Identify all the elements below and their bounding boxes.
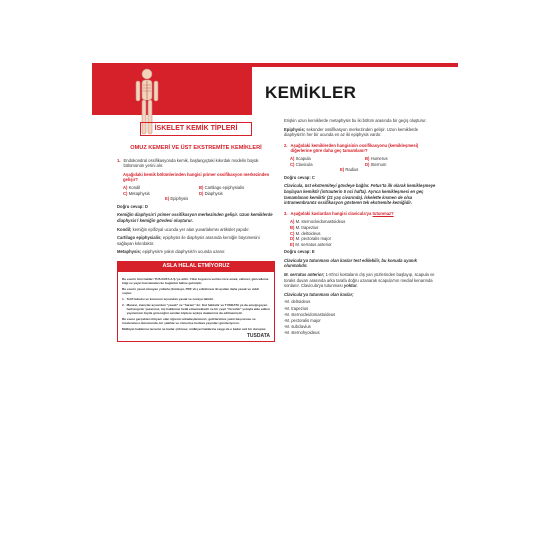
list-item: -M. sternocleidomastoideus	[284, 311, 336, 317]
options-list	[284, 156, 440, 173]
option-a[interactable]: A) M. sternocleidomastoideus	[290, 219, 346, 225]
notice-item-1: 1. Telif hukuku ve konunun açısından yasak ve cezaya tabidir.	[122, 296, 214, 301]
paragraph-metaphysis: Metaphysis; epiphysis'e yakın diaphysis'in ucunda uzanır.	[117, 249, 226, 255]
notice-body: Bu eserin tüm hakları TUS-DATA A.Ş.'ye aittir. Yıllar boyunca verilen nice emek, zahmet, güncelleme bilgi ve yayın harcamaları ile bugünkü haline gelmiştir. Bu eserin yasal olmayan yollarla (fotokopi, PDF vb.) edinilmesi iki açıdan daha yasak ve ciddi suçtur. 1. Telif hukuku ve konunun açısından yasak ve cezaya tabidir. 2. Manevi, inançlar açısından "yasak" ve "haram" dır. Kul hakkıdır ve TUSDATA ya da emeği geçen herhangi bir yazarımız, hiç hakkımızı helal etmemektedir ve bir çeşit "hırsızlık" yoluyla elde edilen yayınımızın fayda göreceğini sanılan kişilere açıkça dualarımız da edilmemiştir. Bu esere gerçekten ihtiyacı olan öğrenci arkadaşlarımızın; gelirlerimize yazılı başvurusu ve incelenmesi durumunda, bir şekilde ve cömertçe bedava yayınları gönderiyoruz. Mülkiyet haklarına tecavüz ne kadar çirkinse; mülkiyet haklarına saygı da o kadar asil bir duruştur. TUSDATA	[122, 276, 270, 339]
option-c[interactable]: C) M. deltoideus	[290, 230, 321, 236]
options-list	[284, 219, 440, 247]
answer: Doğru cevap: E	[284, 249, 315, 255]
list-item: -M. trapezius	[284, 305, 309, 311]
question-number: 2.	[284, 142, 288, 148]
explanation-paragraph: Clavicula'ya tutunması olan kaslar test edilebilir, bu konuda uyanık olunmalıdır.	[284, 257, 417, 269]
paragraph-cartilago: Cartilago epiphysialis; epiphysis ile diaphysis arasında kemiğin büyümesini sağlayan kıkırdaktır.	[117, 235, 260, 246]
question-text: Aşağıdaki kaslardan hangisi clavicula'ya tutunmaz?	[290, 210, 394, 216]
question-text: Aşağıdaki kemiklerden hangisinin ossifikasyonu (kemikleşmesi) diğerlerine göre daha geç tamamlanır?	[290, 142, 419, 154]
question-1	[117, 158, 275, 210]
question-number: 1.	[117, 157, 121, 163]
notice-item-2: 2. Manevi, inançlar açısından "yasak" ve "haram" dır. Kul hakkıdır ve TUSDATA ya da emeği geçen herhangi bir yazarımız, hiç hakkımızı helal etmemektedir ve bir çeşit "hırsızlık" yoluyla elde edilen yayınımızın fayda göreceğini sanılan kişilere açıkça dualarımız da edilmemiştir.	[122, 302, 270, 315]
notice-title: ASLA HELAL ETMİYORUZ	[118, 262, 274, 272]
explanation-paragraph: Kemiğin diaphysis'i primer ossifikasyon merkezinden gelişir. Uzun kemiklerde diaphysis'i kemiğin gövdesi oluşturur.	[117, 212, 273, 223]
options-list	[117, 185, 275, 202]
list-item: -M. sternohyoideus	[284, 330, 320, 336]
question-3	[284, 211, 440, 255]
option-e[interactable]: E) Radius	[340, 167, 359, 173]
page-header	[92, 63, 458, 115]
page-title: KEMİKLER	[265, 83, 357, 102]
option-d[interactable]: D) M. pectoralis major	[290, 236, 331, 242]
paragraph-kondil: Kondil; kemiğin epifizyal ucunda yer alan yuvarlakımsı artikület yapıdır.	[117, 226, 250, 232]
explanation-paragraph: Clavicula, üst ekstremiteyi gövdeye bağlar. Fetus'ta ilk olarak kemikleşmeye başlayan kemiktir (intrauterin 5 nci hafta). Ayrıca kemikleşmesi en geç tamamlanan kemiktir (21 yaş civarında). İskelette kısmen de olsa intramembranöz ossifikasyon gösteren tek ekstremite kemiğidir.	[284, 183, 436, 206]
left-column	[117, 122, 275, 342]
copyright-notice	[117, 261, 275, 342]
paragraph-intro: Erişkin uzun kemiklerde metaphysis bu iki bölüm arasında bir geçiş oluşturur.	[284, 118, 427, 123]
paragraph-epiphysis: Epiphysis; sekonder ossifikasyon merkezinden gelişir. Uzun kemiklerde diaphysis'in her bir ucunda en az iki epiphysis vardır.	[284, 126, 419, 138]
question-2	[284, 143, 440, 181]
option-b[interactable]: B) Cartilago epiphysialis	[199, 184, 245, 190]
question-intro: Endokondral ossifikasyonda kemik, başlangıçtaki kıkırdak modelin büyük bölümünün yerini alır.	[123, 157, 259, 169]
list-item: -M. deltoideus	[284, 299, 311, 305]
list-item: -M. subclavius	[284, 324, 311, 330]
muscle-list	[284, 299, 440, 336]
option-a[interactable]: A) Kondil	[123, 184, 141, 190]
option-e[interactable]: E) Epiphysis	[165, 196, 189, 202]
question-text: Aşağıdaki kemik bölümlerinden hangisi primer ossifikasyon merkezinden gelişir?	[123, 171, 270, 183]
option-c[interactable]: C) Clavicula	[290, 161, 313, 167]
answer: Doğru cevap: C	[284, 174, 315, 180]
option-b[interactable]: B) M. trapezius	[290, 224, 319, 230]
option-a[interactable]: A) Scapula	[290, 155, 311, 161]
section-title: OMUZ KEMERİ VE ÜST EKSTREMİTE KEMİKLERİ	[130, 144, 262, 151]
paragraph-serratus: M. serratus anterior; 1-8'inci kostaların dış yan yüzlerinden başlayıp, scapula ve toraks duvarı arasında arka tarafa doğru uzanarak scapula'nın medial kenarında sonlanır. Clavicula'ya tutunması yoktur.	[284, 272, 435, 289]
option-e[interactable]: E) M. serratus anterior	[290, 241, 332, 247]
list-title: Clavicula'ya tutunması olan kaslar;	[284, 291, 354, 297]
option-d[interactable]: D) Sternum	[365, 161, 387, 167]
book-page	[92, 42, 458, 530]
box-title: İSKELET KEMİK TİPLERİ	[140, 122, 252, 136]
notice-signature: TUSDATA	[246, 332, 270, 339]
question-number: 3.	[284, 210, 288, 216]
option-c[interactable]: C) Metaphysis	[123, 190, 150, 196]
list-item: -M. pectoralis major	[284, 318, 321, 324]
option-b[interactable]: B) Humerus	[365, 155, 388, 161]
option-d[interactable]: D) Diaphysis	[199, 190, 223, 196]
header-red-block	[92, 63, 252, 115]
answer: Doğru cevap: D	[117, 203, 148, 209]
right-column	[284, 118, 440, 337]
